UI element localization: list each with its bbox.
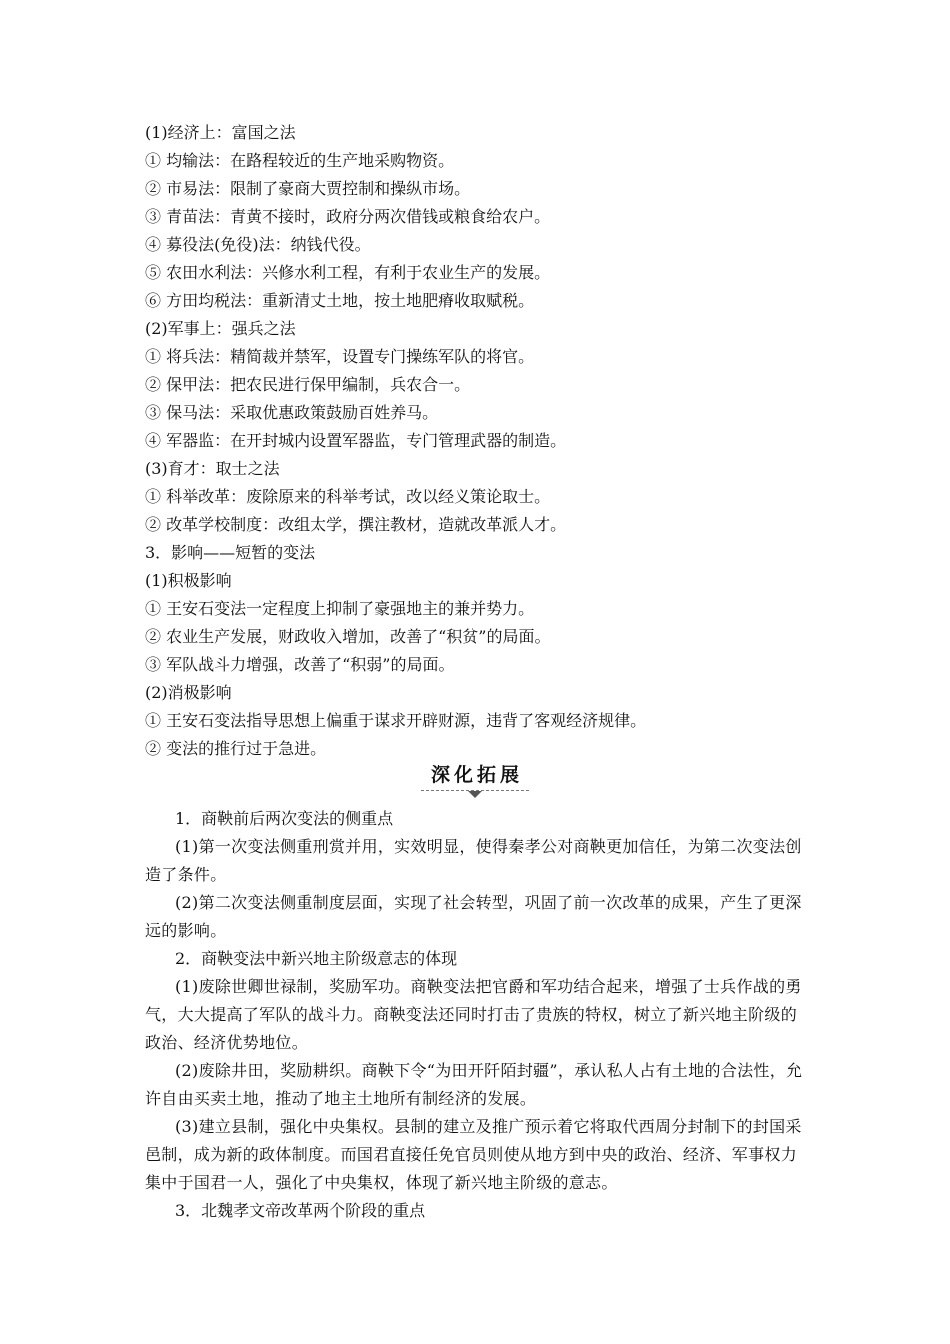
section-title-text: 深化拓展 — [421, 762, 529, 791]
list-item: ① 将兵法：精简裁并禁军，设置专门操练军队的将官。 — [145, 347, 535, 366]
heading-positive: (1)积极影响 — [145, 571, 232, 590]
triangle-marker-icon — [468, 791, 482, 798]
heading-influence: 3．影响——短暂的变法 — [145, 543, 316, 562]
list-item: ⑥ 方田均税法：重新清丈土地，按土地肥瘠收取赋税。 — [145, 291, 535, 310]
heading-economy: (1)经济上：富国之法 — [145, 123, 296, 142]
list-item: ④ 募役法(免役)法：纳钱代役。 — [145, 235, 371, 254]
ext-paragraph: (2)第二次变法侧重制度层面，实现了社会转型，巩固了前一次改革的成果，产生了更深远的影响。 — [145, 893, 802, 940]
list-item: ① 王安石变法指导思想上偏重于谋求开辟财源，违背了客观经济规律。 — [145, 711, 647, 730]
list-item: ③ 青苗法：青黄不接时，政府分两次借钱或粮食给农户。 — [145, 207, 551, 226]
list-item: ② 市易法：限制了豪商大贾控制和操纵市场。 — [145, 179, 471, 198]
ext-paragraph: (2)废除井田，奖励耕织。商鞅下令“为田开阡陌封疆”，承认私人占有土地的合法性，允许自由买卖土地，推动了地主土地所有制经济的发展。 — [145, 1061, 803, 1108]
list-item: ③ 军队战斗力增强，改善了“积弱”的局面。 — [145, 655, 455, 674]
ext-heading-3: 3．北魏孝文帝改革两个阶段的重点 — [175, 1201, 426, 1220]
list-item: ⑤ 农田水利法：兴修水利工程，有利于农业生产的发展。 — [145, 263, 551, 282]
ext-heading-2: 2．商鞅变法中新兴地主阶级意志的体现 — [175, 949, 458, 968]
list-item: ① 科举改革：废除原来的科举考试，改以经义策论取士。 — [145, 487, 551, 506]
ext-heading-1: 1．商鞅前后两次变法的侧重点 — [175, 809, 394, 828]
list-item: ① 均输法：在路程较近的生产地采购物资。 — [145, 151, 455, 170]
list-item: ④ 军器监：在开封城内设置军器监，专门管理武器的制造。 — [145, 431, 567, 450]
heading-military: (2)军事上：强兵之法 — [145, 319, 296, 338]
list-item: ③ 保马法：采取优惠政策鼓励百姓养马。 — [145, 403, 439, 422]
section-title — [0, 762, 950, 798]
list-item: ① 王安石变法一定程度上抑制了豪强地主的兼并势力。 — [145, 599, 535, 618]
list-item: ② 农业生产发展，财政收入增加，改善了“积贫”的局面。 — [145, 627, 551, 646]
heading-negative: (2)消极影响 — [145, 683, 232, 702]
list-item: ② 保甲法：把农民进行保甲编制，兵农合一。 — [145, 375, 471, 394]
heading-talent: (3)育才：取士之法 — [145, 459, 280, 478]
list-item: ② 变法的推行过于急进。 — [145, 739, 327, 758]
ext-paragraph: (1)第一次变法侧重刑赏并用，实效明显，使得秦孝公对商鞅更加信任，为第二次变法创造了条件。 — [145, 837, 802, 884]
ext-paragraph: (1)废除世卿世禄制，奖励军功。商鞅变法把官爵和军功结合起来，增强了士兵作战的勇气，大大提高了军队的战斗力。商鞅变法还同时打击了贵族的特权，树立了新兴地主阶级的政治、经济优势地位。 — [145, 977, 802, 1052]
list-item: ② 改革学校制度：改组太学，撰注教材，造就改革派人才。 — [145, 515, 567, 534]
ext-paragraph: (3)建立县制，强化中央集权。县制的建立及推广预示着它将取代西周分封制下的封国采邑制，成为新的政体制度。而国君直接任免官员则使从地方到中央的政治、经济、军事权力集中于国君一人，强化了中央集权，体现了新兴地主阶级的意志。 — [145, 1117, 802, 1192]
